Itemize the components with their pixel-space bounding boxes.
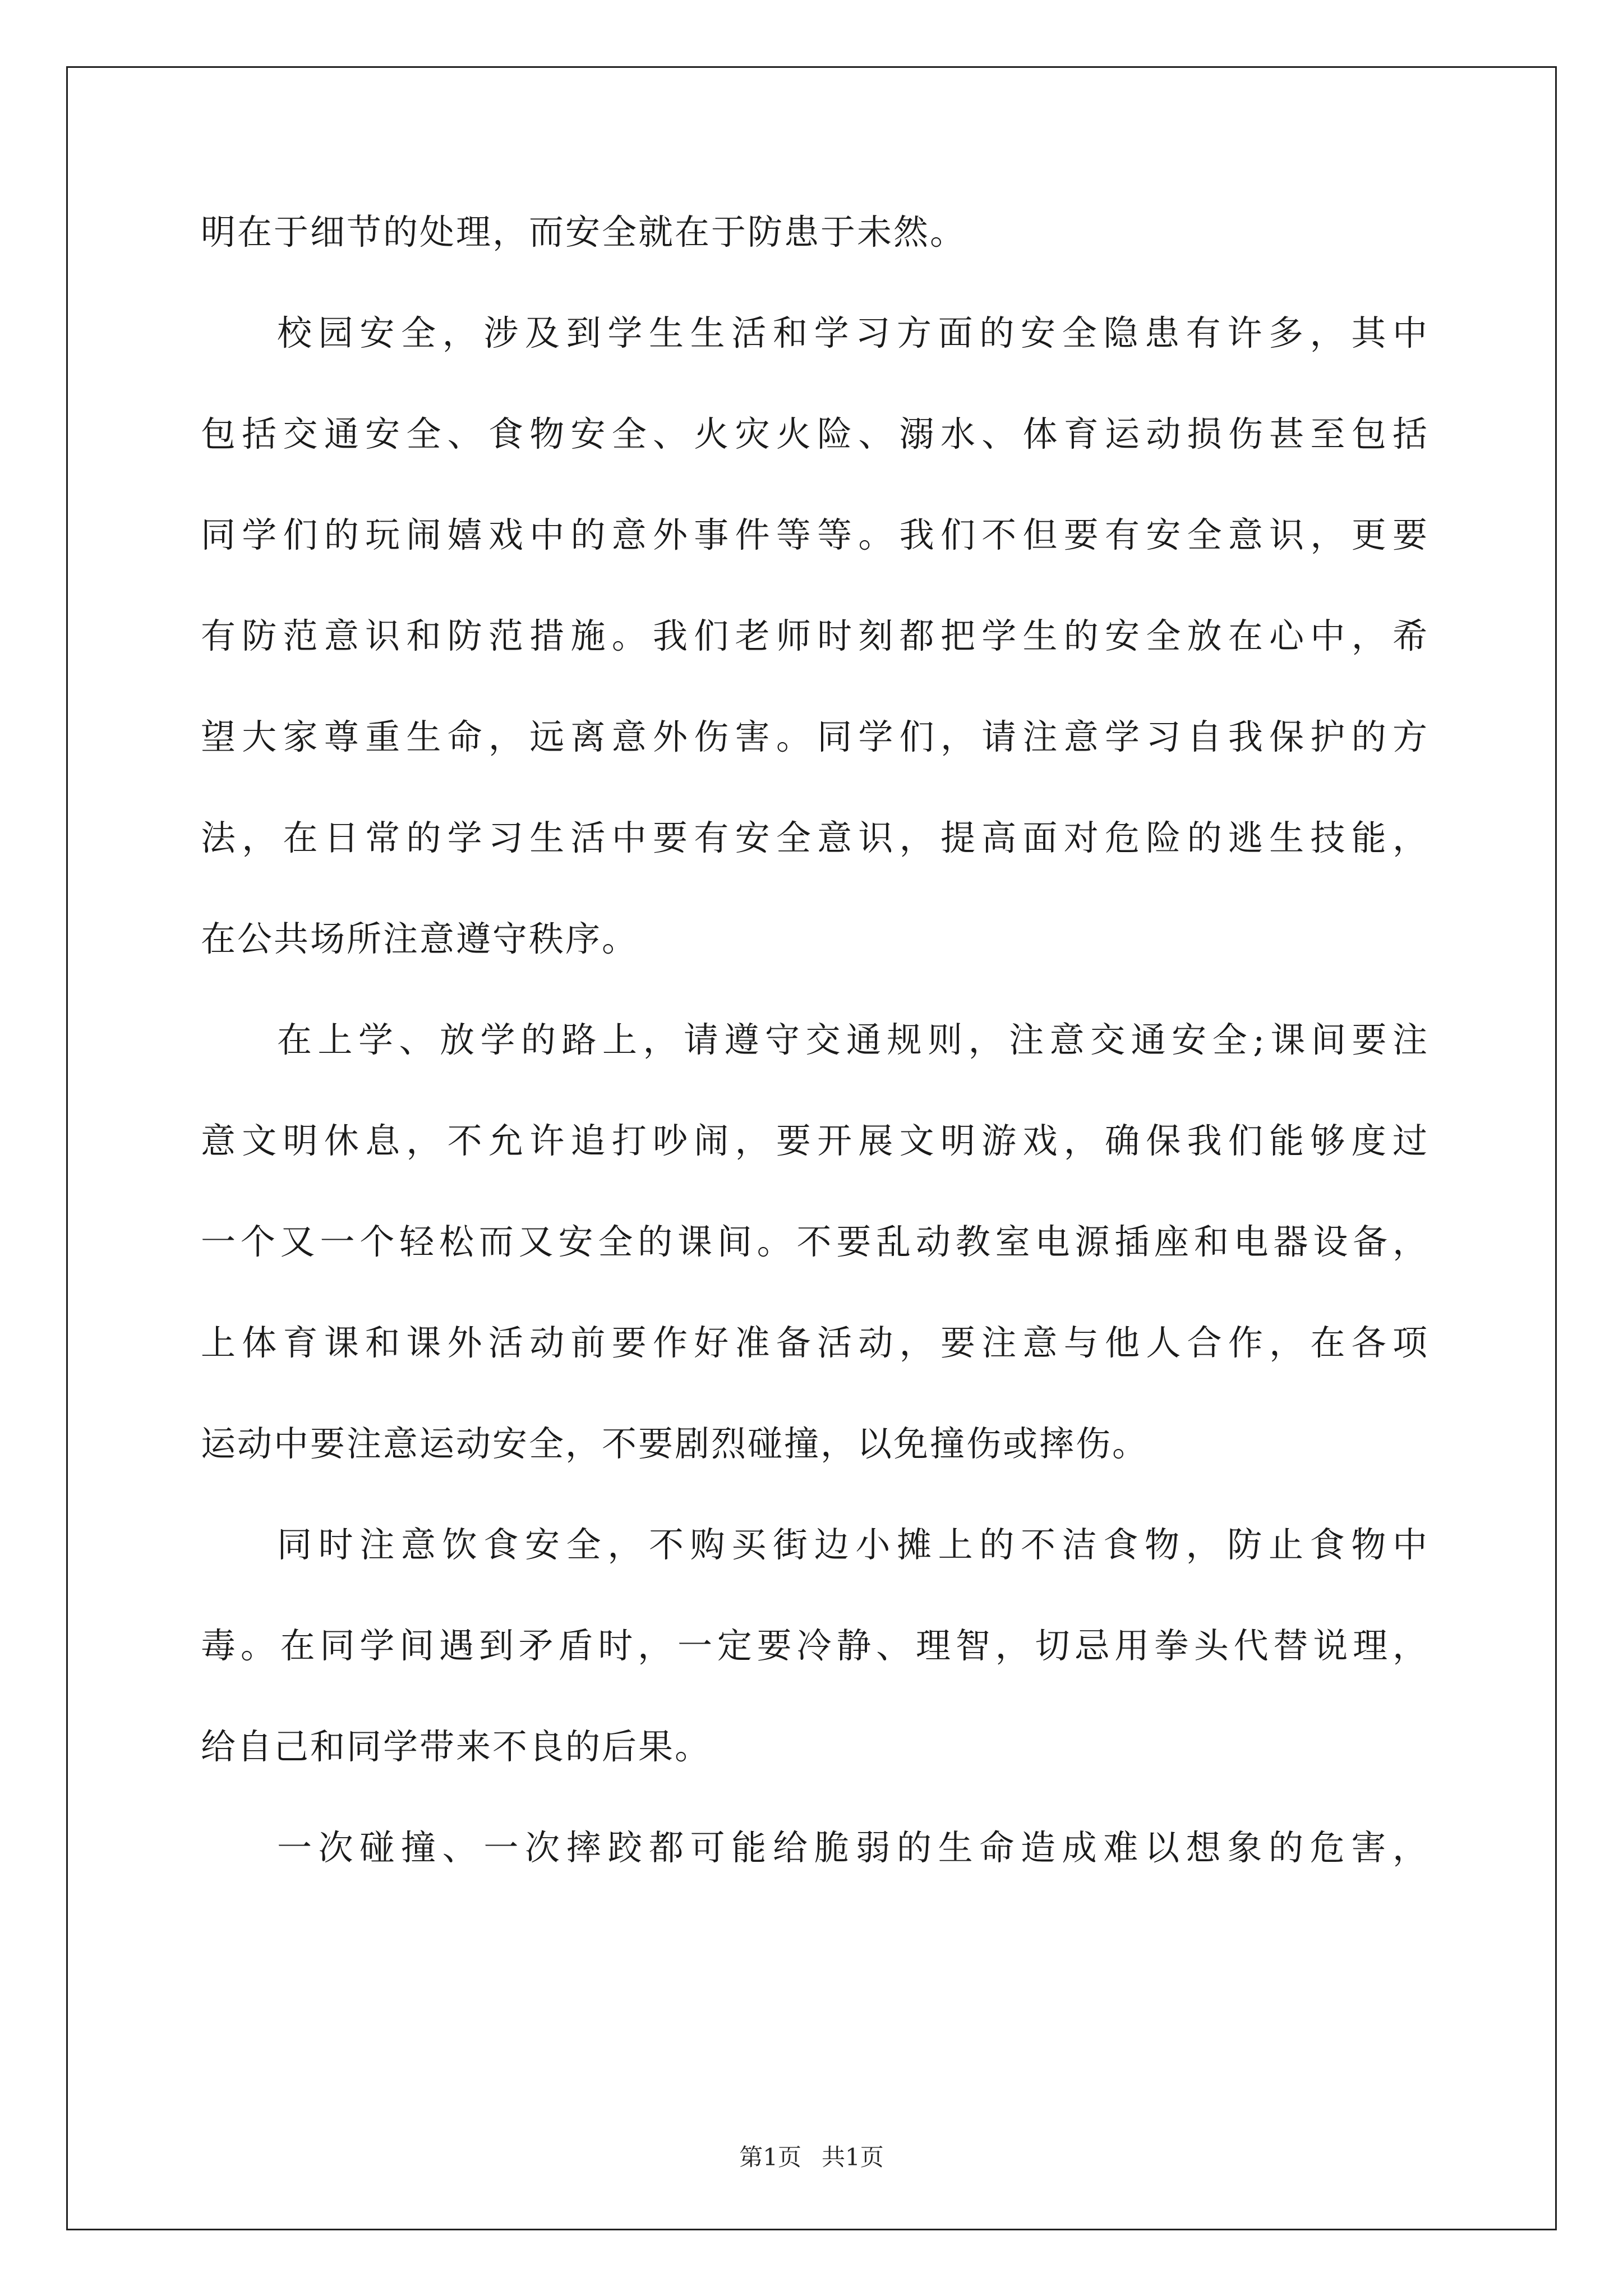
text-line: 有防范意识和防范措施。我们老师时刻都把学生的安全放在心中，希 <box>201 615 1429 656</box>
text-line: 包括交通安全、食物安全、火灾火险、溺水、体育运动损伤甚至包括 <box>201 413 1429 454</box>
paragraph-first-line: 在上学、放学的路上，请遵守交通规则，注意交通安全;课间要注 <box>277 1019 1429 1060</box>
text-line: 在公共场所注意遵守秩序。 <box>201 918 639 959</box>
paragraph-first-line: 一次碰撞、一次摔跤都可能给脆弱的生命造成难以想象的危害， <box>277 1827 1429 1868</box>
text-line: 意文明休息，不允许追打吵闹，要开展文明游戏，确保我们能够度过 <box>201 1120 1429 1161</box>
text-line: 一个又一个轻松而又安全的课间。不要乱动教室电源插座和电器设备， <box>201 1221 1429 1262</box>
text-line: 同学们的玩闹嬉戏中的意外事件等等。我们不但要有安全意识，更要 <box>201 514 1429 555</box>
text-line: 毒。在同学间遇到矛盾时，一定要冷静、理智，切忌用拳头代替说理， <box>201 1625 1429 1666</box>
page-footer <box>0 2142 1623 2173</box>
text-line: 运动中要注意运动安全，不要剧烈碰撞，以免撞伤或摔伤。 <box>201 1423 1149 1464</box>
text-line: 明在于细节的处理，而安全就在于防患于未然。 <box>201 211 967 252</box>
text-line: 上体育课和课外活动前要作好准备活动，要注意与他人合作，在各项 <box>201 1322 1429 1363</box>
page-total: 共1页 <box>822 2143 884 2171</box>
page-number: 第1页 <box>739 2143 801 2171</box>
text-line: 给自己和同学带来不良的后果。 <box>201 1726 712 1767</box>
text-line: 望大家尊重生命，远离意外伤害。同学们，请注意学习自我保护的方 <box>201 716 1429 757</box>
text-line: 法，在日常的学习生活中要有安全意识，提高面对危险的逃生技能， <box>201 817 1429 858</box>
paragraph-first-line: 同时注意饮食安全，不购买街边小摊上的不洁食物，防止食物中 <box>277 1524 1429 1565</box>
paragraph-first-line: 校园安全，涉及到学生生活和学习方面的安全隐患有许多，其中 <box>277 312 1429 353</box>
